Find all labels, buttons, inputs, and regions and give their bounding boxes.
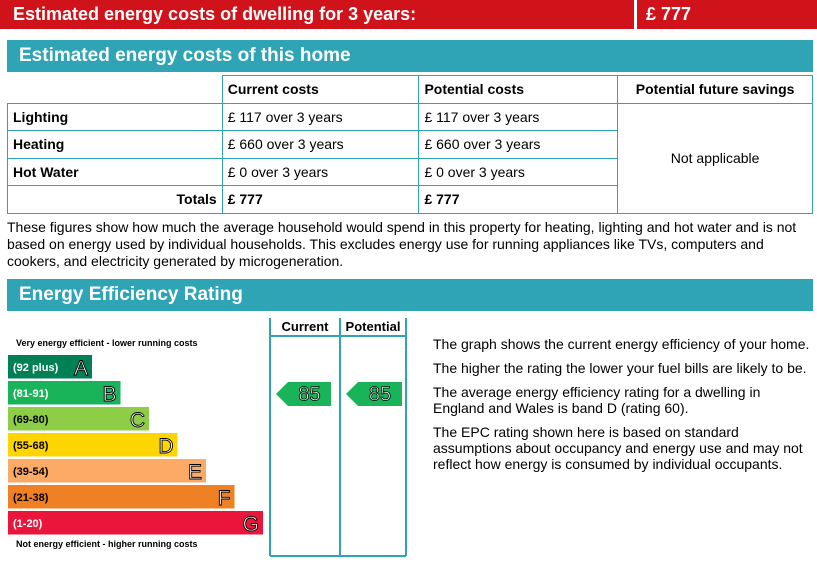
band-letter-f: F bbox=[217, 487, 231, 510]
lighting-current-cost: £ 117 over 3 years bbox=[222, 103, 419, 131]
band-range-c: (69-80) bbox=[13, 414, 49, 426]
potential-savings-value: Not applicable bbox=[618, 103, 813, 213]
potential-rating-value: 85 bbox=[368, 383, 392, 406]
band-letter-e: E bbox=[187, 461, 202, 484]
rating-description bbox=[433, 336, 813, 480]
band-letter-a: A bbox=[73, 357, 88, 380]
total-current-cost: £ 777 bbox=[222, 186, 419, 214]
chart-bottom-label: Not energy efficient - higher running costs bbox=[16, 539, 198, 549]
band-letter-d: D bbox=[158, 435, 174, 458]
description-paragraph: The graph shows the current energy efficiency of your home. bbox=[433, 336, 810, 352]
column-header-potential: Potential costs bbox=[419, 76, 618, 104]
row-label-hot-water: Hot Water bbox=[8, 158, 223, 186]
heating-current-cost: £ 660 over 3 years bbox=[222, 131, 419, 159]
hot-water-potential-cost: £ 0 over 3 years bbox=[419, 158, 618, 186]
band-letter-c: C bbox=[129, 409, 145, 432]
row-label-heating: Heating bbox=[8, 131, 223, 159]
heating-potential-cost: £ 660 over 3 years bbox=[419, 131, 618, 159]
total-potential-cost: £ 777 bbox=[419, 186, 618, 214]
band-bar-g bbox=[8, 511, 263, 535]
current-rating-value: 85 bbox=[298, 383, 321, 406]
band-range-a: (92 plus) bbox=[13, 362, 59, 374]
rating-section-title: Energy Efficiency Rating bbox=[7, 279, 813, 311]
description-paragraph: The EPC rating shown here is based on standard assumptions about occupancy and energy use and may not reflect how energy is consumed by individual occupants. bbox=[433, 424, 803, 472]
lighting-potential-cost: £ 117 over 3 years bbox=[419, 103, 618, 131]
costs-section-title: Estimated energy costs of this home bbox=[7, 40, 813, 72]
total-cost-bar bbox=[0, 0, 817, 29]
column-label-potential: Potential bbox=[345, 319, 401, 334]
table-row bbox=[8, 103, 813, 131]
row-label-lighting: Lighting bbox=[8, 103, 223, 131]
costs-note: These figures show how much the average household would spend in this property for heating, lighting and hot water and is not based on energy used by individual households. This excludes energy use for running appliances like TVs, computers and cookers, and electricity generated by microgeneration. bbox=[7, 219, 797, 269]
total-cost-value: £ 777 bbox=[637, 0, 817, 29]
band-range-e: (39-54) bbox=[13, 466, 49, 478]
description-paragraph: The average energy efficiency rating for a dwelling in England and Wales is band D (rating 60). bbox=[433, 384, 761, 416]
band-range-g: (1-20) bbox=[13, 518, 43, 530]
column-label-current: Current bbox=[281, 319, 329, 334]
column-header-savings: Potential future savings bbox=[618, 76, 813, 104]
band-range-f: (21-38) bbox=[13, 492, 49, 504]
band-letter-b: B bbox=[102, 383, 117, 406]
energy-rating-chart bbox=[7, 318, 407, 558]
costs-table bbox=[7, 75, 813, 214]
total-cost-label: Estimated energy costs of dwelling for 3 years: bbox=[0, 0, 634, 29]
band-range-d: (55-68) bbox=[13, 440, 49, 452]
hot-water-current-cost: £ 0 over 3 years bbox=[222, 158, 419, 186]
description-paragraph: The higher the rating the lower your fuel bills are likely to be. bbox=[433, 360, 807, 376]
totals-label: Totals bbox=[8, 186, 223, 214]
corner-cell bbox=[8, 76, 223, 104]
chart-top-label: Very energy efficient - lower running costs bbox=[16, 338, 198, 348]
band-letter-g: G bbox=[242, 513, 259, 536]
column-header-current: Current costs bbox=[222, 76, 419, 104]
band-range-b: (81-91) bbox=[13, 388, 49, 400]
